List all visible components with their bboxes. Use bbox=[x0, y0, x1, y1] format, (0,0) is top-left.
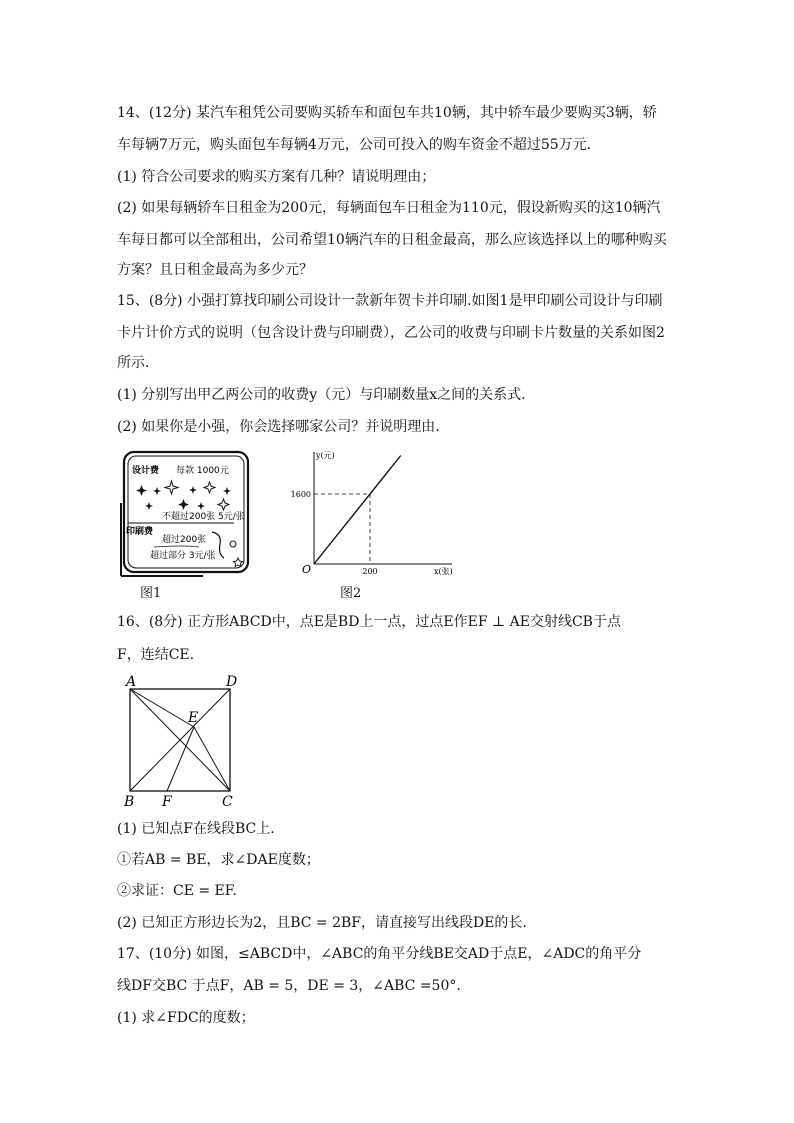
q16-line1: 16、(8分) 正方形ABCD中，点E是BD上一点，过点E作EF ⊥ AE交射线CB于点 bbox=[117, 614, 621, 630]
segment-CE bbox=[194, 727, 230, 791]
origin-label: O bbox=[302, 563, 312, 576]
segment-EF bbox=[167, 727, 194, 791]
design-price: 每款 1000元 bbox=[176, 466, 229, 476]
q14-part2-line3: 方案？且日租金最高为多少元？ bbox=[117, 262, 313, 278]
point-E: E bbox=[188, 710, 199, 726]
q14-part1: (1) 符合公司要求的购买方案有几种？请说明理由； bbox=[117, 169, 436, 185]
ring-decoration bbox=[230, 541, 236, 547]
figure2-line-graph bbox=[290, 446, 464, 580]
y-tick-1600: 1600 bbox=[290, 490, 311, 499]
point-F: F bbox=[162, 794, 172, 810]
q17-line2: 线DF交BC 于点F，AB = 5，DE = 3，∠ABC =50°. bbox=[117, 978, 461, 994]
tier2-price: 超过部分 3元/张 bbox=[150, 551, 216, 561]
vertex-C: C bbox=[222, 794, 233, 810]
q16-sub2: ②求证：CE = EF. bbox=[117, 883, 237, 899]
tier1-price: 不超过200张 5元/张 bbox=[162, 512, 245, 522]
print-fee-label: 印刷费 bbox=[126, 527, 154, 537]
q15-line1: 15、(8分) 小强打算找印刷公司设计一款新年贺卡并印刷.如图1是甲印刷公司设计与印刷 bbox=[117, 293, 663, 309]
design-fee-label: 设计费 bbox=[132, 466, 160, 476]
q15-part2: (2) 如果你是小强，你会选择哪家公司？并说明理由. bbox=[117, 419, 440, 435]
q16-sub1: ①若AB = BE，求∠DAE度数； bbox=[117, 852, 320, 868]
sparkle-decoration bbox=[136, 481, 231, 510]
vertex-D: D bbox=[226, 674, 238, 690]
figure1-pricing-card bbox=[118, 448, 253, 580]
series-line-yi bbox=[314, 456, 401, 565]
x-axis-label: x(张) bbox=[434, 567, 453, 576]
q16-part2: (2) 已知正方形边长为2，且BC = 2BF，请直接写出线段DE的长. bbox=[117, 915, 527, 931]
square-abcd-diagram bbox=[118, 672, 248, 812]
vertex-B: B bbox=[124, 794, 135, 810]
tier2-label: 超过200张 bbox=[162, 535, 207, 545]
q15-line2: 卡片计价方式的说明（包含设计费与印刷费），乙公司的收费与印刷卡片数量的关系如图2 bbox=[117, 325, 665, 341]
q14-line2: 车每辆7万元，购头面包车每辆4万元，公司可投入的购车资金不超过55万元. bbox=[117, 137, 592, 153]
y-axis-label: y(元) bbox=[316, 451, 335, 460]
figure2-label: 图2 bbox=[340, 586, 362, 601]
q14-part2-line1: (2) 如果每辆轿车日租金为200元，每辆面包车日租金为110元，假设新购买的这10辆汽 bbox=[117, 200, 661, 216]
q16-line2: F，连结CE. bbox=[117, 647, 195, 663]
q17-part1: (1) 求∠FDC的度数； bbox=[117, 1010, 255, 1026]
q15-line3: 所示. bbox=[117, 355, 150, 371]
figure1-label: 图1 bbox=[140, 586, 162, 601]
q14-line1: 14、(12分) 某汽车租凭公司要购买轿车和面包车共10辆，其中轿车最少要购买3辆，轿 bbox=[117, 105, 657, 121]
star-decoration bbox=[234, 558, 243, 567]
x-tick-200: 200 bbox=[362, 567, 378, 576]
q17-line1: 17、(10分) 如图，≤ABCD中，∠ABC的角平分线BE交AD于点E，∠ADC的角平分 bbox=[117, 946, 642, 962]
vertex-A: A bbox=[126, 674, 137, 690]
q15-part1: (1) 分别写出甲乙两公司的收费y（元）与印刷数量x之间的关系式. bbox=[117, 387, 526, 403]
q14-part2-line2: 车每日都可以全部租出，公司希望10辆汽车的日租金最高，那么应该选择以上的哪种购买 bbox=[117, 232, 667, 248]
q16-part1: (1) 已知点F在线段BC上. bbox=[117, 821, 275, 837]
